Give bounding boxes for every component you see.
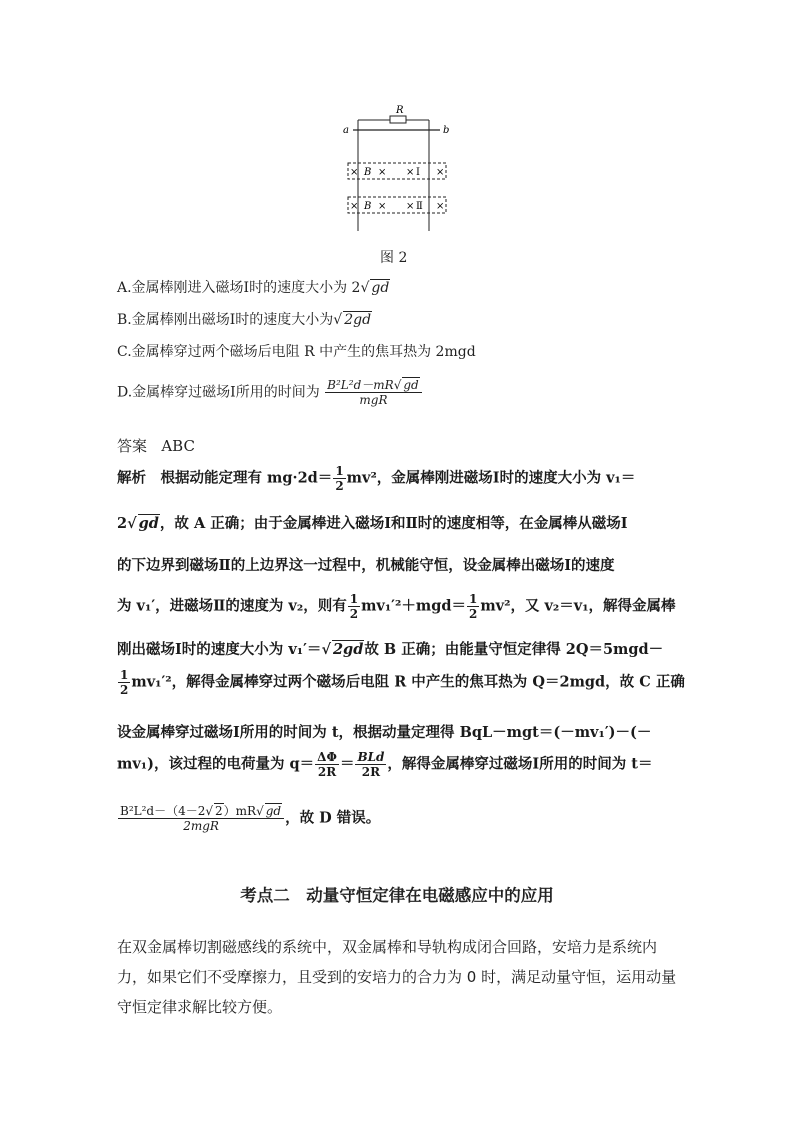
field1-cross-right: × [406,167,415,178]
figure-caption: 图 2 [380,250,408,266]
rail-label-a: a [343,125,349,136]
solution-line-4: 为 v₁′，进磁场Ⅱ的速度为 v₂，则有 $\frac{1}{2}$ mv₁′²＋mgd＝ $\frac{1}{2}$ mv²，又 v₂＝v₁，解得金属棒 [117,592,676,621]
solution-line-9: $\frac{\text{B²L²d－（4－2√ 2）mR√ gd}}{\text{2mgR}}$ ，故 D 错误。 [120,804,381,833]
field1-cross-left: × [350,167,359,178]
resistor-label: R [396,105,404,116]
rail-label-b: b [443,125,450,136]
option-c: C.金属棒穿过两个磁场后电阻 R 中产生的焦耳热为 2mgd [117,344,476,360]
solution-line-8: mv₁)，该过程的电荷量为 q＝ $\frac{\Delta\Phi}{2R}$ ＝ $\frac{\text{BLd}}{2R}$ ，解得金属棒穿过磁场Ⅰ所用的时间为 t＝ [117,750,653,779]
solution-line-5: 刚出磁场Ⅰ时的速度大小为 v₁′＝√ 2gd故 B 正确；由能量守恒定律得 2Q＝5mgd－ [117,641,664,658]
option-d-fraction: $\frac{\text{B²L²d－mR√ gd}}{\text{mgR}}$ [325,378,422,407]
field1-cross-edge: × [436,167,445,178]
intro-paragraph: 在双金属棒切割磁感线的系统中，双金属棒和导轨构成闭合回路，安培力是系统内力，如果它们不受摩擦力，且受到的安培力的合力为 0 时，满足动量守恒，运用动量守恒定律求解比较方便。 [117,938,677,1016]
field1-b-label: B [364,167,372,178]
solution-line-3: 的下边界到磁场Ⅱ的上边界这一过程中，机械能守恒，设金属棒出磁场Ⅰ的速度 [117,557,615,574]
field2-b-label: B [364,201,372,212]
circuit-figure [340,100,460,240]
solution-line-6: $\frac{1}{2}$ mv₁′²，解得金属棒穿过两个磁场后电阻 R 中产生的焦耳热为 Q＝2mgd，故 C 正确 [120,668,685,697]
field1-cross-mid: × [378,167,387,178]
field2-cross-right: × [406,201,415,212]
field2-cross-edge: × [436,201,445,212]
solution-line-2: 2√ gd，故 A 正确；由于金属棒进入磁场Ⅰ和Ⅱ时的速度相等，在金属棒从磁场Ⅰ [117,515,628,532]
field2-region-label: Ⅱ [416,201,423,212]
solution-line-1: 解析 根据动能定理有 mg·2d＝ $\frac{1}{2}$ mv²，金属棒刚进磁场Ⅰ时的速度大小为 v₁＝ [117,464,636,493]
solution-line-7: 设金属棒穿过磁场Ⅰ所用的时间为 t，根据动量定理得 BqL－mgt＝(－mv₁′)－(－ [117,724,652,741]
option-d: D.金属棒穿过磁场Ⅰ所用的时间为 $\frac{\text{B²L²d－mR√ gd}}{\text{mgR}}$ [117,378,423,407]
section-title: 考点二 动量守恒定律在电磁感应中的应用 [240,886,554,905]
field2-cross-mid: × [378,201,387,212]
option-a: A.金属棒刚进入磁场Ⅰ时的速度大小为 2√ gd [117,280,390,296]
field1-region-label: Ⅰ [416,167,420,178]
answer-line: 答案 ABC [117,437,195,455]
field2-cross-left: × [350,201,359,212]
option-b: B.金属棒刚出磁场Ⅰ时的速度大小为√ 2gd [117,312,372,328]
